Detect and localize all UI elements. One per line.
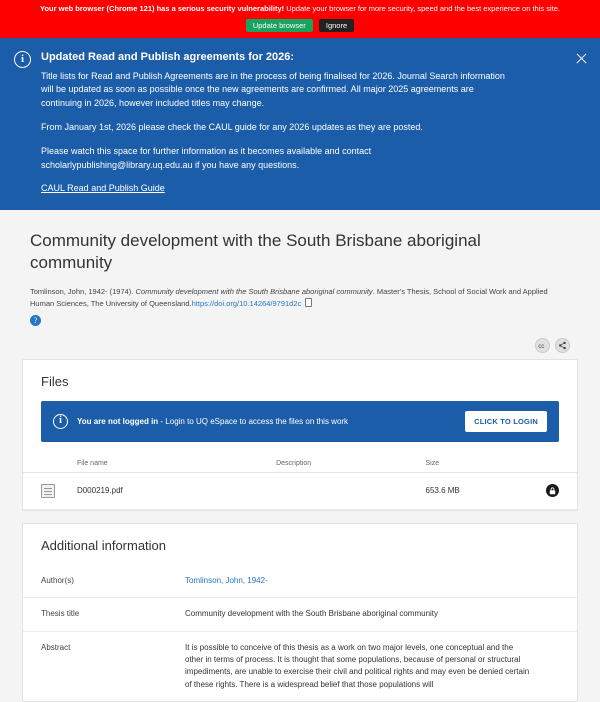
files-card-title: Files [41, 373, 69, 389]
table-row [23, 598, 577, 631]
files-table-header [23, 454, 577, 473]
files-table [23, 454, 577, 510]
files-col-filename: File name [69, 454, 268, 473]
author-link[interactable]: Tomlinson, John, 1942- [185, 575, 268, 585]
alert-paragraph-3: Please watch this space for further information as it becomes available and contact scholarlypublishing@library.uq.edu.au if you have any questions. [41, 146, 372, 171]
login-notice-rest: - Login to UQ eSpace to access the files on this work [158, 416, 349, 426]
citation-suffix: . Master's Thesis, School of Social Work and Applied Human Sciences, The University of Queensland. [30, 287, 548, 308]
file-thumbnail-icon [41, 484, 55, 498]
cite-icon[interactable] [535, 338, 550, 353]
update-browser-button[interactable]: Update browser [246, 19, 313, 32]
lock-icon [546, 484, 559, 497]
files-col-description: Description [268, 454, 417, 473]
info-label-thesis-title: Thesis title [41, 609, 80, 619]
additional-information-table [23, 565, 577, 701]
additional-information-card [22, 523, 578, 702]
svg-text:cc: cc [538, 343, 545, 350]
caul-guide-link[interactable]: CAUL Read and Publish Guide [41, 183, 165, 194]
citation-prefix: Tomlinson, John, 1942- (1974). [30, 287, 136, 297]
info-label-authors: Author(s) [41, 575, 74, 585]
citation [30, 286, 570, 309]
file-description [268, 472, 417, 509]
info-value-abstract: It is possible to conceive of this thesis as a work on two major levels, one conceptual and the other in terms of process. It is thought that some populations, because of personal or structural impediments, are unable to exercise their civil and political rights and may even be denied certain of these rights. There is a widespread belief that those populations will [185, 642, 530, 689]
ignore-update-button[interactable]: Ignore [319, 19, 354, 32]
files-col-status [537, 454, 577, 473]
help-icon[interactable]: ? [30, 315, 41, 326]
login-notice-text [77, 416, 456, 427]
browser-banner-strong: Your web browser (Chrome 121) has a serious security vulnerability! [40, 4, 285, 13]
copy-icon[interactable] [305, 298, 312, 307]
info-icon: i [14, 51, 31, 68]
citation-title: Community development with the South Brisbane aboriginal community [135, 287, 373, 297]
browser-update-banner [0, 0, 600, 38]
page-title: Community development with the South Brisbane aboriginal community [30, 231, 481, 273]
click-to-login-button[interactable]: CLICK TO LOGIN [465, 411, 547, 432]
alert-paragraph-1: Title lists for Read and Publish Agreements are in the process of being finalised for 2026. Journal Search information will be updated as soon as possible once the new agreements are confirmed. All major 2025 agreements are continuing in 2026, however included titles may change. [41, 70, 505, 109]
login-notice-bold: You are not logged in [77, 416, 159, 426]
close-icon[interactable] [574, 52, 588, 66]
info-label-abstract: Abstract [41, 642, 71, 652]
record-content [0, 210, 600, 702]
alert-title: Updated Read and Publish agreements for 2026: [41, 50, 295, 63]
additional-information-title: Additional information [41, 537, 167, 553]
table-row[interactable] [23, 472, 577, 509]
file-name: D000219.pdf [69, 472, 268, 509]
record-header [0, 210, 600, 330]
info-value-thesis-title: Community development with the South Brisbane aboriginal community [185, 609, 439, 619]
alert-paragraph-2: From January 1st, 2026 please check the CAUL guide for any 2026 updates as they are posted. [41, 122, 423, 133]
record-actions [0, 330, 600, 359]
browser-banner-buttons [6, 19, 594, 32]
table-row [23, 565, 577, 598]
announcement-alert [0, 38, 600, 211]
doi-link[interactable]: https://doi.org/10.14264/9791d2c [191, 298, 302, 308]
files-col-icon [23, 454, 69, 473]
login-notice [41, 401, 559, 442]
table-row [23, 631, 577, 701]
share-icon[interactable] [555, 338, 570, 353]
info-icon: i [53, 414, 68, 429]
file-size: 653.6 MB [418, 472, 537, 509]
files-col-size: Size [418, 454, 537, 473]
files-card [22, 359, 578, 511]
browser-banner-text: Update your browser for more security, speed and the best experience on this site. [284, 4, 560, 13]
